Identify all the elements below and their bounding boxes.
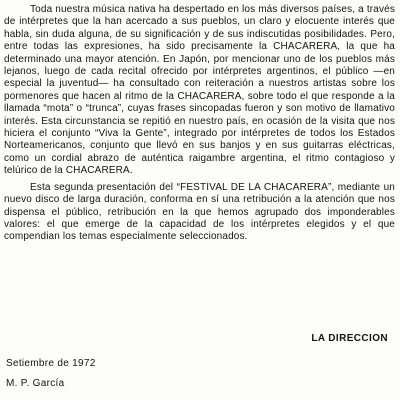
signature: LA DIRECCION <box>311 333 388 344</box>
body-text <box>4 4 395 244</box>
date-line: Setiembre de 1972 <box>6 358 96 369</box>
author-name: M. P. García <box>6 378 65 389</box>
paragraph-2: Esta segunda presentación del “FESTIVAL DE LA CHACARERA”, mediante un nuevo disco de larga duración, conforma en sí una retribución a la atención que nos dispensa el público, retribución en la que hemos agrupado dos imponderables valores: el que emerge de la capacidad de los intérpretes elegidos y el que compendian los temas especialmente seleccionados. <box>4 181 395 243</box>
paragraph-1: Toda nuestra música nativa ha despertado en los más diversos países, a través de intérpretes que la han acercado a sus pueblos, un claro y elocuente interés que habla, sin duda alguna, de su significación y de sus indiscutidas posibilidades. Pero, entre todas las expresiones, ha sido precisamente la CHACARERA, la que ha determinado una mayor atención. En Japón, por mencionar uno de los pueblos más lejanos, luego de cada recital ofrecido por intérpretes argentinos, el público —en especial la juventud— ha consultado con reiteración a nuestros artistas sobre los pormenores que hacen al ritmo de la CHACARERA, sobre todo el que responde a la llamada “mota” o “trunca”, cuyas frases sincopadas fueron y son motivo de llamativo interés. Esta circunstancia se repitió en nuestro país, en ocasión de la visita que nos hiciera el conjunto “Viva la Gente”, integrado por intérpretes de todos los Estados Norteamericanos, conjunto que llevó en sus banjos y en sus guitarras eléctricas, como un cordial abrazo de auténtica raigambre argentina, el ritmo contagioso y telúrico de la CHACARERA. <box>4 4 395 177</box>
